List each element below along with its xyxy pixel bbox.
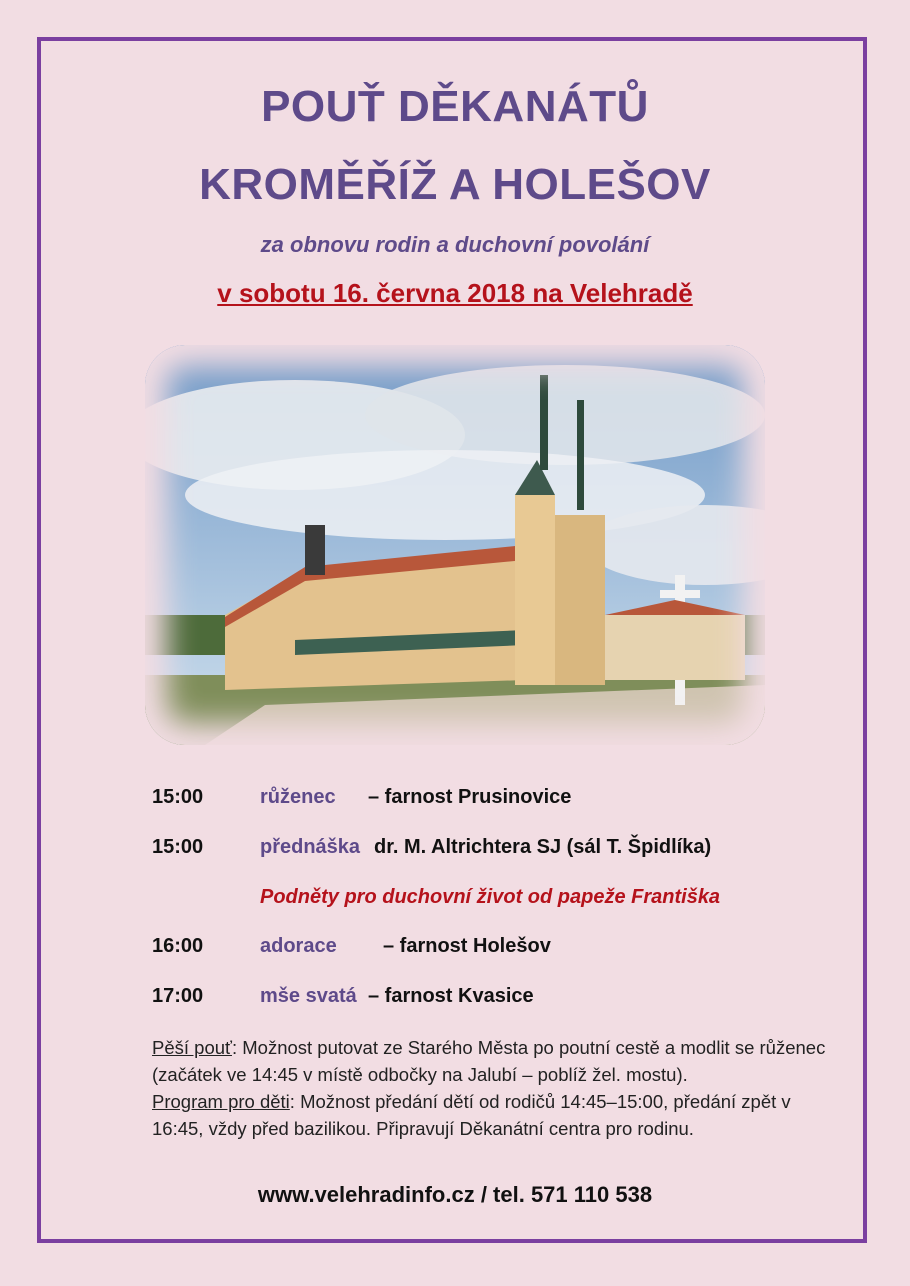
schedule-time: 15:00 <box>152 786 204 808</box>
kids-text: : Možnost předání dětí od rodičů 14:45–15:00, předání zpět v 16:45, vždy před bazilikou. Připravují Děkanátní centra pro rodinu. <box>152 1091 791 1139</box>
schedule-desc: – farnost Prusinovice <box>368 786 572 808</box>
basilica-photo <box>145 345 765 745</box>
schedule-time: 17:00 <box>152 985 204 1007</box>
info-paragraph <box>152 1034 842 1142</box>
schedule-event: mše svatá <box>260 985 357 1007</box>
schedule-desc: dr. M. Altrichtera SJ (sál T. Špidlíka) <box>374 836 712 858</box>
schedule-event: růženec <box>260 786 336 808</box>
page-title-line1: POUŤ DĚKANÁTŮ <box>261 82 649 131</box>
walk-text: : Možnost putovat ze Starého Města po poutní cestě a modlit se růženec (začátek ve 14:45 v místě odbočky na Jalubí – poblíž žel. mostu). <box>152 1037 826 1085</box>
schedule-event: přednáška <box>260 836 361 858</box>
walk-label: Pěší pouť <box>152 1037 232 1058</box>
schedule-event: adorace <box>260 935 337 957</box>
kids-label: Program pro děti <box>152 1091 290 1112</box>
event-date: v sobotu 16. června 2018 na Velehradě <box>217 278 693 308</box>
lecture-topic: Podněty pro duchovní život od papeže Františka <box>260 886 721 908</box>
subtitle: za obnovu rodin a duchovní povolání <box>260 232 650 257</box>
schedule-time: 15:00 <box>152 836 204 858</box>
schedule-time: 16:00 <box>152 935 204 957</box>
schedule-desc: – farnost Holešov <box>383 935 551 957</box>
page-title-line2: KROMĚŘÍŽ A HOLEŠOV <box>199 160 711 209</box>
contact-footer: www.velehradinfo.cz / tel. 571 110 538 <box>257 1182 653 1207</box>
schedule-desc: – farnost Kvasice <box>368 985 534 1007</box>
